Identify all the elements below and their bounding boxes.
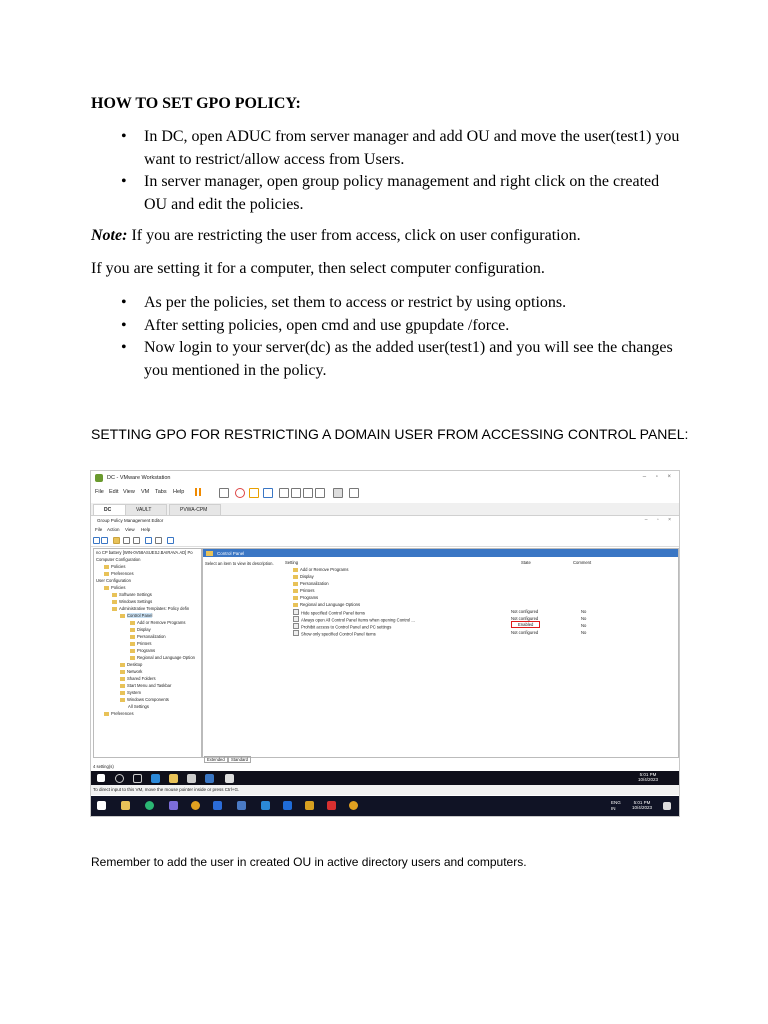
view-tabs — [202, 756, 677, 763]
folder-row: Display — [293, 574, 314, 579]
tree-admin-templates: Administrative Templates: Policy defin — [112, 606, 189, 611]
bullet-item: • After setting policies, open cmd and use gpupdate /force. — [144, 315, 684, 338]
column-state: State — [521, 560, 531, 565]
folder-row: Printers — [293, 588, 314, 593]
manager-icon — [263, 488, 273, 498]
vmware-title: DC - VMware Workstation — [107, 475, 171, 481]
folder-row: Regional and Language Options — [293, 602, 360, 607]
host-language — [611, 800, 621, 811]
host-outlook-icon — [213, 801, 222, 810]
gpme-menu-bar — [91, 526, 679, 534]
host-chrome2-icon — [349, 801, 358, 810]
bullet-list-setup — [91, 126, 684, 216]
gpme-icon — [225, 774, 234, 783]
tree-control-panel-label: Control Panel — [127, 613, 153, 618]
setting-row: Prohibit access to Control Panel and PC settings — [293, 623, 391, 630]
tab-pvwa-cpm: PVWA-CPM — [169, 504, 221, 516]
tree-windows-settings: Windows Settings — [112, 599, 152, 604]
menu-tabs: Tabs — [155, 489, 167, 495]
host-teams-icon — [169, 801, 178, 810]
library-icon — [315, 488, 325, 498]
tree-software-settings: Software Settings — [112, 592, 152, 597]
guest-taskbar — [91, 771, 679, 785]
bullet-item: • In server manager, open group policy management and right click on the created OU and edit the policies. — [144, 171, 684, 216]
tree-regional: Regional and Language Option — [130, 655, 195, 660]
view-options-icon — [349, 488, 359, 498]
host-clock — [625, 800, 659, 810]
settings-pane — [202, 548, 679, 758]
refresh-icon — [133, 537, 140, 544]
tab-extended: Extended — [204, 756, 228, 763]
menu-file: File — [95, 489, 104, 495]
host-network-icon — [237, 801, 246, 810]
note-label: Note: — [91, 227, 128, 244]
window-controls-icon: – ▫ × — [642, 474, 675, 480]
tree-user-config: User Configuration — [96, 578, 131, 583]
tree-shared-folders: Shared Folders — [120, 676, 156, 681]
setting-comment: No — [581, 630, 587, 635]
gpme-menu-file: File — [95, 527, 103, 532]
gpm-icon — [205, 774, 214, 783]
vmware-menu-bar — [91, 485, 679, 499]
host-app-icon — [261, 801, 270, 810]
host-time: 5:01 PM — [633, 800, 651, 805]
gpme-menu-help: Help — [141, 527, 151, 532]
setting-state: Not configured — [511, 616, 539, 621]
host-vmware-icon — [305, 801, 314, 810]
host-start-icon — [97, 801, 106, 810]
tree-cc-policies: Policies — [104, 564, 125, 569]
properties-icon — [123, 537, 130, 544]
task-view-icon — [133, 774, 142, 783]
host-word-icon — [283, 801, 292, 810]
tab-vault: VAULT — [125, 504, 167, 516]
folder-row: Add or Remove Programs — [293, 567, 348, 572]
column-comment: Comment — [573, 560, 592, 565]
setting-row: Show only specified Control Panel items — [293, 630, 376, 637]
status-count: 4 setting(s) — [93, 764, 114, 769]
setting-comment: No — [581, 616, 587, 621]
setting-row: Hide specified Control Panel items — [293, 609, 365, 616]
bullet-list-apply — [91, 292, 684, 382]
bullet-item: • As per the policies, set them to access or restrict by using options. — [144, 292, 684, 315]
server-manager-icon — [187, 774, 196, 783]
host-acrobat-icon — [327, 801, 336, 810]
gpme-window-controls-icon: – ▫ × — [644, 517, 675, 523]
explorer-icon — [169, 774, 178, 783]
host-chrome-icon — [191, 801, 200, 810]
folder-row: Personalization — [293, 581, 329, 586]
tree-desktop: Desktop — [120, 662, 142, 667]
tree-windows-components: Windows Components — [120, 697, 169, 702]
forward-icon — [101, 537, 108, 544]
guest-clock — [631, 772, 665, 782]
setting-comment: No — [581, 609, 587, 614]
note-text: If you are restricting the user from access, click on user configuration. — [127, 227, 581, 244]
gpme-title-bar — [91, 516, 679, 526]
tree-computer-config: Computer Configuration — [96, 557, 141, 562]
host-explorer-icon — [121, 801, 130, 810]
tree-start-menu: Start Menu and Taskbar — [120, 683, 171, 688]
vmware-status-bar — [91, 785, 679, 795]
vmware-logo-icon — [95, 474, 103, 482]
region-code: IN — [611, 805, 616, 811]
guest-time: 5:01 PM — [639, 772, 657, 777]
list-icon — [155, 537, 162, 544]
menu-view: View — [123, 489, 135, 495]
bullet-item: • Now login to your server(dc) as the added user(test1) and you will see the changes you mentioned in the policy. — [144, 337, 684, 382]
menu-vm: VM — [141, 489, 150, 495]
tree-add-remove: Add or Remove Programs — [130, 620, 185, 625]
tree-display: Display — [130, 627, 151, 632]
note-paragraph — [91, 227, 691, 245]
search-icon — [115, 774, 124, 783]
vm-status-text: To direct input to this VM, move the mouse pointer inside or press Ctrl+G. — [93, 787, 240, 792]
tree-printers: Printers — [130, 641, 151, 646]
snapshot-icon — [249, 488, 259, 498]
unity-icon — [291, 488, 301, 498]
tree-uc-policies: Policies — [104, 585, 125, 590]
tree-control-panel — [120, 613, 152, 618]
host-date: 10/4/2023 — [631, 805, 653, 810]
filter-icon — [167, 537, 174, 544]
setting-comment: No — [581, 623, 587, 628]
tree-root: no CP battery [WIN-0V58ASUESJ.BAIRAVA.AD] Po — [96, 550, 193, 555]
vmware-tabs — [91, 503, 679, 516]
fullscreen-icon — [279, 488, 289, 498]
host-taskbar — [91, 796, 679, 816]
start-icon — [97, 774, 105, 782]
tab-dc: DC — [93, 504, 127, 516]
bullet-item: • In DC, open ADUC from server manager and add OU and move the user(test1) you want to restrict/allow access from Users. — [144, 126, 684, 171]
content-header-label: Control Panel — [217, 550, 245, 556]
help-icon — [145, 537, 152, 544]
footer-note: Remember to add the user in created OU in active directory users and computers. — [91, 855, 527, 869]
stretch-icon — [303, 488, 313, 498]
gpme-menu-action: Action — [107, 527, 120, 532]
tree-network: Network — [120, 669, 142, 674]
folder-icon — [206, 551, 213, 556]
policy-tree — [93, 548, 202, 758]
guest-date: 10/4/2023 — [637, 777, 659, 782]
tree-personalization: Personalization — [130, 634, 166, 639]
setting-row: Always open All Control Panel Items when opening Control ... — [293, 616, 415, 623]
embedded-screenshot — [90, 470, 680, 817]
tree-cc-preferences: Preferences — [104, 571, 134, 576]
menu-help: Help — [173, 489, 185, 495]
setting-state: Not configured — [511, 609, 539, 614]
console-view-icon — [333, 488, 343, 498]
content-header — [203, 549, 678, 557]
menu-edit: Edit — [109, 489, 119, 495]
description-text: Select an item to view its description. — [205, 561, 274, 566]
setting-state-enabled — [511, 622, 540, 627]
setting-state: Not configured — [511, 630, 539, 635]
power-icon — [235, 488, 245, 498]
enabled-highlight: Enabled — [511, 621, 540, 628]
edge-icon — [151, 774, 160, 783]
computer-config-paragraph: If you are setting it for a computer, then select computer configuration. — [91, 260, 545, 277]
tree-uc-preferences: Preferences — [104, 711, 134, 716]
gpme-title: Group Policy Management Editor — [97, 518, 164, 523]
gpme-toolbar — [91, 534, 679, 547]
tree-system: System — [120, 690, 141, 695]
section-title: SETTING GPO FOR RESTRICTING A DOMAIN USER FROM ACCESSING CONTROL PANEL: — [91, 426, 689, 442]
tab-standard: Standard — [228, 756, 251, 763]
document-heading: HOW TO SET GPO POLICY: — [91, 95, 301, 112]
lang-code: ENG — [611, 800, 621, 805]
pause-icon-bar — [199, 488, 201, 496]
gpme-menu-view: View — [125, 527, 135, 532]
back-icon — [93, 537, 100, 544]
pause-icon — [195, 488, 197, 496]
send-keys-icon — [219, 488, 229, 498]
folder-icon — [113, 537, 120, 544]
folder-row: Programs — [293, 595, 318, 600]
host-edge-icon — [145, 801, 154, 810]
vmware-title-bar — [91, 471, 679, 485]
column-setting: Setting — [285, 560, 299, 565]
tree-programs: Programs — [130, 648, 155, 653]
notification-icon — [663, 802, 671, 810]
tree-all-settings: All Settings — [128, 704, 149, 709]
